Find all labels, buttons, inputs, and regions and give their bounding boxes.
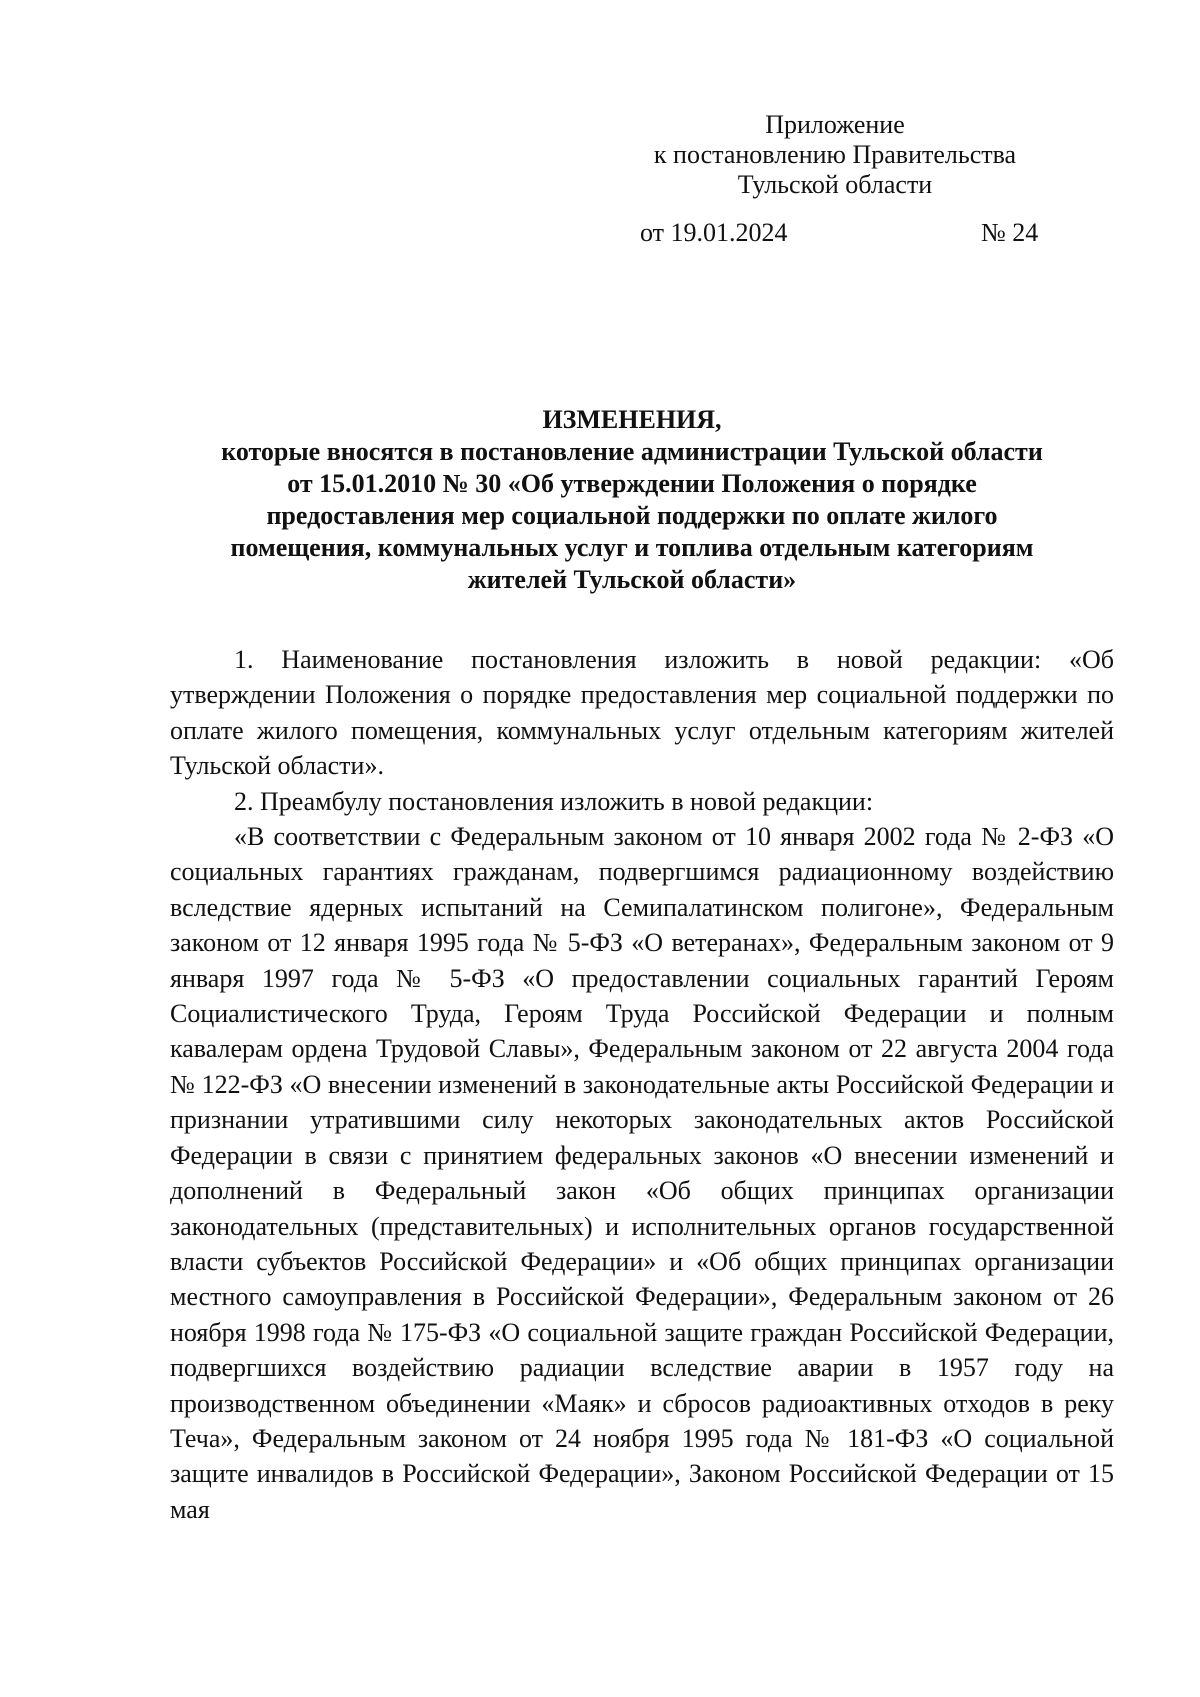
appendix-header xyxy=(640,110,1030,200)
appendix-line-1: Приложение xyxy=(765,110,905,139)
title-line-3: предоставления мер социальной поддержки по оплате жилого xyxy=(266,501,998,530)
document-title xyxy=(150,404,1114,596)
title-line-2: от 15.01.2010 № 30 «Об утверждении Положения о порядке xyxy=(287,469,977,498)
resolution-number: № 24 xyxy=(981,218,1039,247)
title-line-5: жителей Тульской области» xyxy=(467,565,797,594)
appendix-line-3: Тульской области xyxy=(737,170,933,199)
paragraph-item-1: 1. Наименование постановления изложить в новой редакции: «Об утверждении Положения о порядке предоставления мер социальной поддержки по оплате жилого помещения, коммунальных услуг отдельным категориям жителей Тульской области». xyxy=(170,645,1114,781)
appendix-line-2: к постановлению Правительства xyxy=(653,140,1017,169)
title-line-1: которые вносятся в постановление администрации Тульской области xyxy=(221,437,1043,466)
title-line-4: помещения, коммунальных услуг и топлива отдельным категориям xyxy=(230,533,1034,562)
resolution-date: от 19.01.2024 xyxy=(640,218,788,247)
paragraph-item-2: 2. Преамбулу постановления изложить в новой редакции: xyxy=(234,786,874,816)
document-body xyxy=(170,642,1114,1527)
title-heading: ИЗМЕНЕНИЯ, xyxy=(542,405,722,434)
paragraph-preamble: «В соответствии с Федеральным законом от 10 января 2002 года № 2-ФЗ «О социальных гарантиях гражданам, подвергшимся радиационному воздействию вследствие ядерных испытаний на Семипалатинском полигоне», Федеральным законом от 12 января 1995 года № 5-ФЗ «О ветеранах», Федеральным законом от 9 января 1997 года № 5-ФЗ «О предоставлении социальных гарантий Героям Социалистического Труда, Героям Труда Российской Федерации и полным кавалерам ордена Трудовой Славы», Федеральным законом от 22 августа 2004 года № 122-ФЗ «О внесении изменений в законодательные акты Российской Федерации и признании утратившими силу некоторых законодательных актов Российской Федерации в связи с принятием федеральных законов «О внесении изменений и дополнений в Федеральный закон «Об общих принципах организации законодательных (представительных) и исполнительных органов государственной власти субъектов Российской Федерации» и «Об общих принципах организации местного самоуправления в Российской Федерации», Федеральным законом от 26 ноября 1998 года № 175-ФЗ «О социальной защите граждан Российской Федерации, подвергшихся воздействию радиации вследствие аварии в 1957 году на производственном объединении «Маяк» и сбросов радиоактивных отходов в реку Теча», Федеральным законом от 24 ноября 1995 года № 181-ФЗ «О социальной защите инвалидов в Российской Федерации», Законом Российской Федерации от 15 мая xyxy=(170,822,1114,1524)
